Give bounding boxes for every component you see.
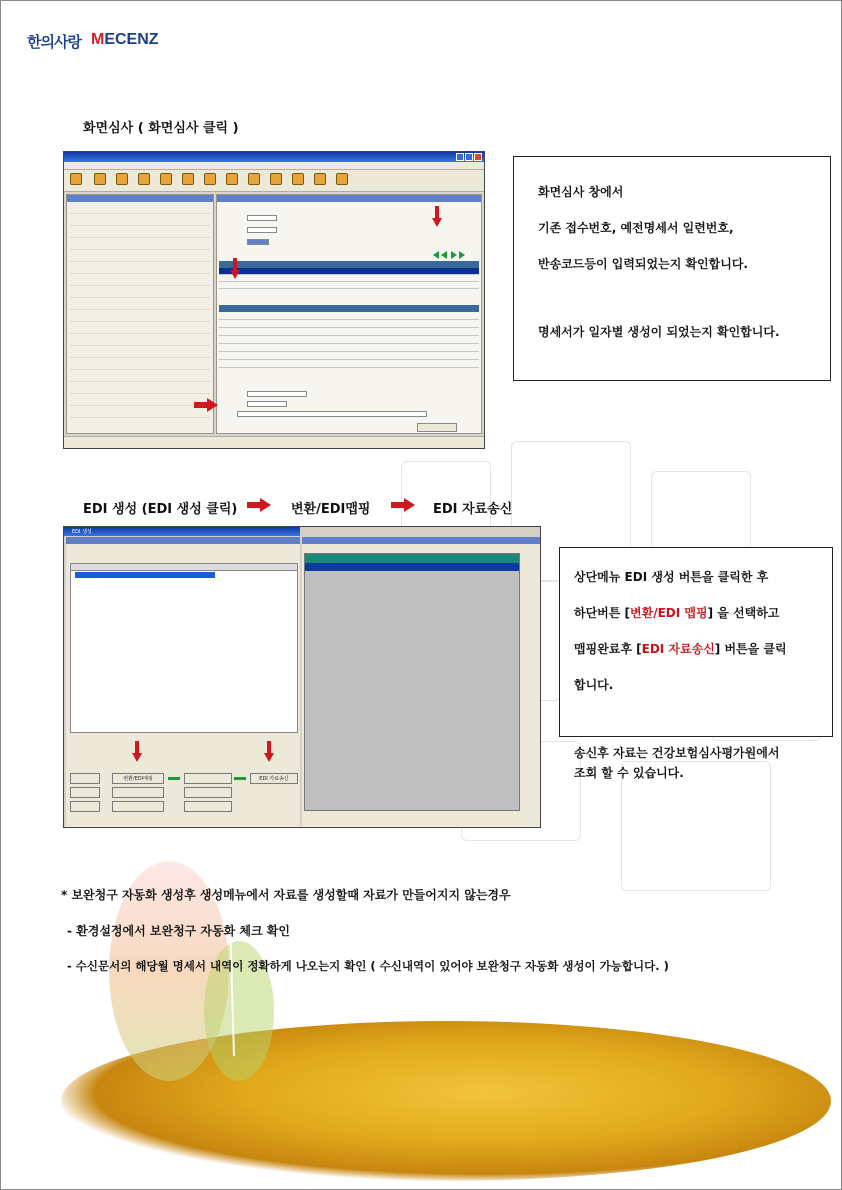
close-icon bbox=[474, 153, 482, 161]
callout-box-1 bbox=[513, 156, 831, 381]
conversion-error-panel bbox=[302, 537, 540, 827]
red-arrow-down bbox=[264, 741, 274, 763]
claim-summary-panel bbox=[66, 194, 214, 434]
claim-list-panel bbox=[66, 537, 300, 827]
claim-list-grid bbox=[70, 563, 298, 733]
toolbar-icon bbox=[336, 173, 348, 185]
convert-edi-mapping-button[interactable]: 변환/EDI매핑 bbox=[112, 773, 164, 784]
after-send-note-line1: 송신후 자료는 건강보험심사평가원에서 bbox=[574, 746, 780, 760]
logo-m-letter: M bbox=[91, 31, 105, 48]
flow-step1: EDI 생성 (EDI 생성 클릭) bbox=[83, 502, 238, 517]
callout1-line3: 반송코드등이 입력되었는지 확인합니다. bbox=[538, 257, 748, 271]
callout-box-2 bbox=[559, 547, 833, 737]
logo-english-text bbox=[91, 31, 159, 49]
review-screen-screenshot bbox=[63, 151, 485, 449]
toolbar-icon bbox=[226, 173, 238, 185]
window-toolbar bbox=[64, 170, 484, 192]
red-arrow-right bbox=[391, 498, 421, 512]
window-controls bbox=[456, 153, 482, 161]
callout1-line4: 명세서가 일자별 생성이 되었는지 확인합니다. bbox=[538, 325, 780, 339]
toolbar-icon bbox=[94, 173, 106, 185]
red-arrow-right bbox=[194, 398, 218, 412]
logo-korean-text: 한의사랑 bbox=[27, 33, 81, 51]
navigation-arrows bbox=[433, 251, 473, 259]
close-button[interactable] bbox=[70, 801, 100, 812]
toolbar-icon bbox=[248, 173, 260, 185]
window-titlebar bbox=[64, 152, 484, 162]
flow-step3: EDI 자료송신 bbox=[433, 502, 513, 517]
callout2-line3: 맵핑완료후 [EDI 자료송신] 버튼을 클릭 bbox=[574, 642, 787, 656]
window-menubar bbox=[64, 162, 484, 170]
toolbar-icon bbox=[292, 173, 304, 185]
edi-generate-screenshot bbox=[63, 526, 541, 828]
edi-convert-button[interactable] bbox=[184, 773, 232, 784]
section1-title: 화면심사 ( 화면심사 클릭 ) bbox=[83, 121, 239, 136]
toolbar-icon bbox=[270, 173, 282, 185]
red-arrow-down bbox=[230, 258, 240, 280]
callout2-line2: 하단버튼 [변환/EDI 맵핑] 을 선택하고 bbox=[574, 606, 780, 620]
red-arrow-down bbox=[132, 741, 142, 763]
callout2-line1: 상단메뉴 EDI 생성 버튼을 클릭한 후 bbox=[574, 570, 769, 584]
edi-window-titlebar bbox=[64, 527, 300, 536]
query-button[interactable] bbox=[70, 773, 100, 784]
callout1-line2: 기존 접수번호, 예전명세서 일련번호, bbox=[538, 221, 734, 235]
conversion-error-button[interactable] bbox=[184, 801, 232, 812]
toolbar-icon bbox=[70, 173, 82, 185]
maximize-icon bbox=[465, 153, 473, 161]
edi-send-button[interactable]: EDI 자료송신 bbox=[250, 773, 298, 784]
red-arrow-right bbox=[247, 498, 277, 512]
cancel-button[interactable] bbox=[112, 787, 164, 798]
statement-detail-panel bbox=[216, 194, 482, 434]
after-send-note-line2: 조회 할 수 있습니다. bbox=[574, 766, 684, 780]
window-statusbar bbox=[64, 436, 484, 448]
red-arrow-down bbox=[432, 206, 442, 228]
mapping-error-button[interactable] bbox=[184, 787, 232, 798]
toolbar-icon bbox=[314, 173, 326, 185]
modify-button[interactable] bbox=[112, 801, 164, 812]
minimize-icon bbox=[456, 153, 464, 161]
callout2-line4: 합니다. bbox=[574, 678, 614, 692]
note-line2: - 환경설정에서 보완청구 자동화 체크 확인 bbox=[67, 924, 290, 938]
edi-window-title: EDI 생성 bbox=[72, 529, 92, 535]
brand-logo bbox=[19, 23, 179, 63]
note-line3: - 수신문서의 해당월 명세서 내역이 정확하게 나오는지 확인 ( 수신내역이 있어야 보완청구 자동화 생성이 가능합니다. ) bbox=[67, 959, 669, 973]
toolbar-icon bbox=[160, 173, 172, 185]
excel-button[interactable] bbox=[70, 787, 100, 798]
toolbar-icon bbox=[204, 173, 216, 185]
conversion-error-grid bbox=[304, 553, 520, 811]
toolbar-icon bbox=[116, 173, 128, 185]
note-line1: * 보완청구 자동화 생성후 생성메뉴에서 자료를 생성할때 자료가 만들어지지 않는경우 bbox=[61, 888, 511, 902]
background-flower-decoration bbox=[89, 821, 289, 1081]
flow-step2: 변환/EDI맵핑 bbox=[291, 502, 371, 517]
toolbar-icon bbox=[138, 173, 150, 185]
toolbar-icon bbox=[182, 173, 194, 185]
callout1-line1: 화면심사 창에서 bbox=[538, 185, 624, 199]
logo-rest-letters: ECENZ bbox=[104, 31, 159, 48]
